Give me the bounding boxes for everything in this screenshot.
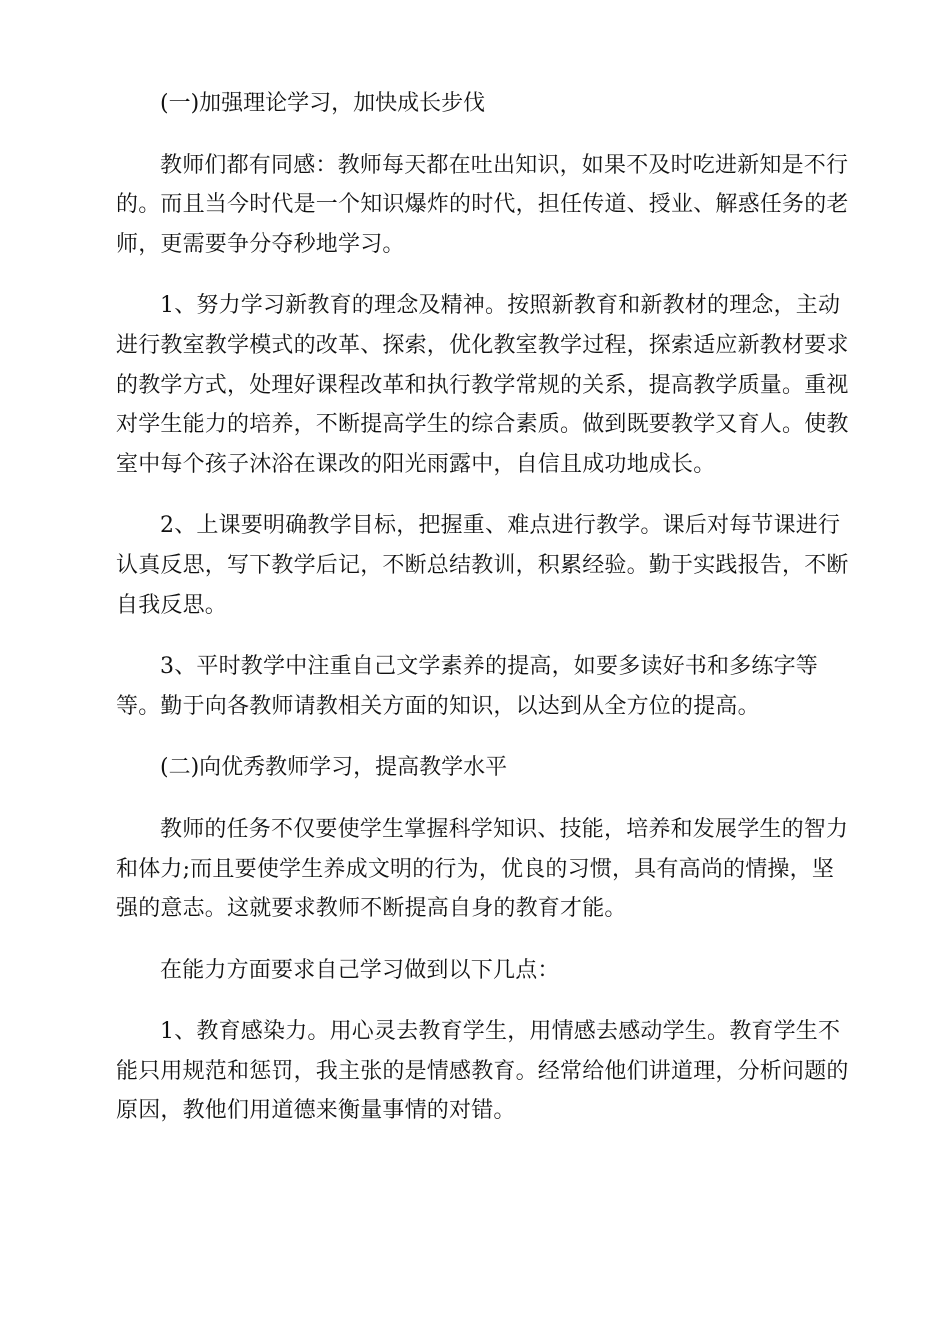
section-heading-1: (一)加强理论学习，加快成长步伐 xyxy=(160,91,486,116)
document-page xyxy=(116,84,851,1153)
paragraph-item-2: 2、上课要明确教学目标，把握重、难点进行教学。课后对每节课进行认真反思，写下教学后记，不断总结教训，积累经验。勤于实践报告，不断自我反思。 xyxy=(116,513,849,618)
paragraph-intro: 教师们都有同感：教师每天都在吐出知识，如果不及时吃进新知是不行的。而且当今时代是一个知识爆炸的时代，担任传道、授业、解惑任务的老师，更需要争分夺秒地学习。 xyxy=(116,152,849,257)
paragraph-ability-item-1: 1、教育感染力。用心灵去教育学生，用情感去感动学生。教育学生不能只用规范和惩罚，我主张的是情感教育。经常给他们讲道理，分析问题的原因，教他们用道德来衡量事情的对错。 xyxy=(116,1019,849,1124)
section-heading-2: (二)向优秀教师学习，提高教学水平 xyxy=(160,755,508,781)
paragraph-teacher-task: 教师的任务不仅要使学生掌握科学知识、技能，培养和发展学生的智力和体力;而且要使学生养成文明的行为，优良的习惯，具有高尚的情操，坚强的意志。这就要求教师不断提高自身的教育才能。 xyxy=(116,816,849,922)
paragraph-item-3: 3、平时教学中注重自己文学素养的提高，如要多读好书和多练字等等。勤于向各教师请教相关方面的知识，以达到从全方位的提高。 xyxy=(116,654,818,719)
paragraph-ability-intro: 在能力方面要求自己学习做到以下几点： xyxy=(160,957,560,983)
paragraph-item-1: 1、努力学习新教育的理念及精神。按照新教育和新教材的理念，主动进行教室教学模式的改革、探索，优化教室教学过程，探索适应新教材要求的教学方式，处理好课程改革和执行教学常规的关系，提高教学质量。重视对学生能力的培养，不断提高学生的综合素质。做到既要教学又育人。使教室中每个孩子沐浴在课改的阳光雨露中，自信且成功地成长。 xyxy=(116,293,849,477)
